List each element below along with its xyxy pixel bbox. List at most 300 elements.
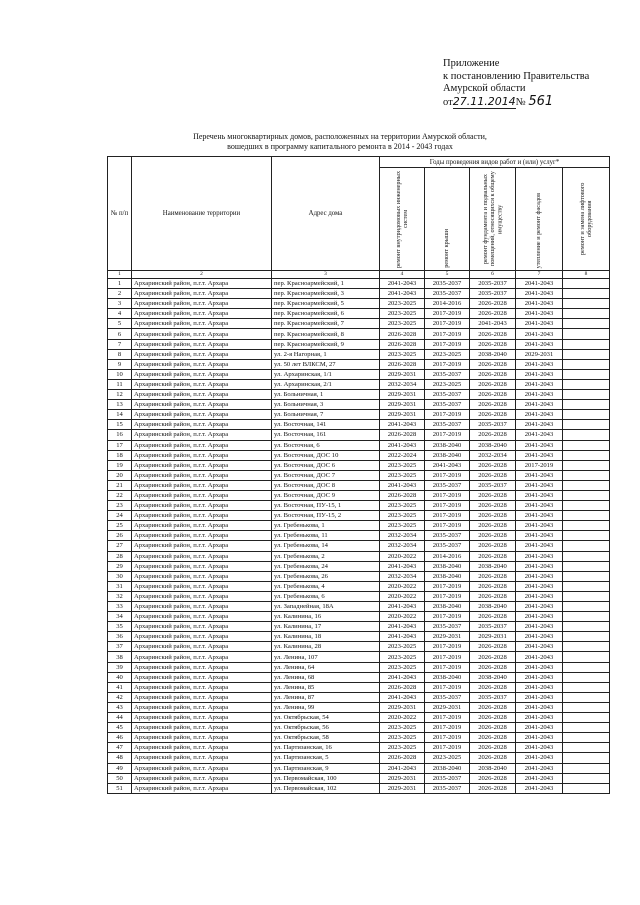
territory-cell: Архаринский район, п.г.т. Архара xyxy=(132,501,272,511)
address-cell: ул. Гребенькова, 1 xyxy=(272,521,380,531)
years-facade: 2041-2043 xyxy=(516,309,563,319)
row-number: 36 xyxy=(108,632,132,642)
years-facade: 2041-2043 xyxy=(516,753,563,763)
years-engineering-systems: 2023-2025 xyxy=(380,299,425,309)
address-cell: ул. Восточная, 6 xyxy=(272,440,380,450)
years-foundation: 2035-2037 xyxy=(470,692,516,702)
address-cell: ул. Восточная, ДОС 6 xyxy=(272,460,380,470)
years-elevator xyxy=(563,682,610,692)
years-engineering-systems: 2023-2025 xyxy=(380,642,425,652)
years-facade: 2041-2043 xyxy=(516,783,563,793)
territory-cell: Архаринский район, п.г.т. Архара xyxy=(132,430,272,440)
years-roof: 2035-2037 xyxy=(425,541,470,551)
years-engineering-systems: 2020-2022 xyxy=(380,591,425,601)
territory-cell: Архаринский район, п.г.т. Архара xyxy=(132,299,272,309)
years-roof: 2035-2037 xyxy=(425,692,470,702)
years-facade: 2041-2043 xyxy=(516,329,563,339)
years-elevator xyxy=(563,702,610,712)
years-foundation: 2038-2040 xyxy=(470,602,516,612)
years-foundation: 2032-2034 xyxy=(470,450,516,460)
years-elevator xyxy=(563,289,610,299)
address-cell: ул. Восточная, ДОС 10 xyxy=(272,450,380,460)
col-index: 1 xyxy=(108,271,132,279)
years-roof: 2017-2019 xyxy=(425,339,470,349)
years-foundation: 2026-2028 xyxy=(470,390,516,400)
years-roof: 2035-2037 xyxy=(425,420,470,430)
years-foundation: 2026-2028 xyxy=(470,581,516,591)
row-number: 9 xyxy=(108,359,132,369)
table-row xyxy=(108,702,610,712)
years-engineering-systems: 2041-2043 xyxy=(380,279,425,289)
table-row xyxy=(108,612,610,622)
years-engineering-systems: 2023-2025 xyxy=(380,501,425,511)
address-cell: ул. Гребенькова, 26 xyxy=(272,571,380,581)
years-engineering-systems: 2029-2031 xyxy=(380,369,425,379)
address-cell: ул. 2-я Нагорная, 1 xyxy=(272,349,380,359)
years-elevator xyxy=(563,390,610,400)
address-cell: ул. Ленина, 64 xyxy=(272,662,380,672)
address-cell: ул. Восточная, ДОС 7 xyxy=(272,470,380,480)
years-elevator xyxy=(563,400,610,410)
address-cell: ул. Восточная, ДОС 8 xyxy=(272,480,380,490)
years-foundation: 2026-2028 xyxy=(470,470,516,480)
years-roof: 2017-2019 xyxy=(425,490,470,500)
table-row xyxy=(108,521,610,531)
years-foundation: 2026-2028 xyxy=(470,309,516,319)
table-row xyxy=(108,662,610,672)
years-foundation: 2026-2028 xyxy=(470,702,516,712)
years-roof: 2014-2016 xyxy=(425,551,470,561)
address-cell: ул. Больничная, 1 xyxy=(272,390,380,400)
document-title xyxy=(120,132,560,152)
table-row xyxy=(108,480,610,490)
years-engineering-systems: 2041-2043 xyxy=(380,763,425,773)
col-index: 7 xyxy=(516,271,563,279)
address-cell: ул. Архаринская, 1/1 xyxy=(272,369,380,379)
header-work-elevator: ремонт и замена лифтового оборудования xyxy=(563,168,610,271)
years-foundation: 2026-2028 xyxy=(470,723,516,733)
years-elevator xyxy=(563,521,610,531)
years-engineering-systems: 2041-2043 xyxy=(380,692,425,702)
address-cell: ул. Восточная, 141 xyxy=(272,420,380,430)
years-facade: 2041-2043 xyxy=(516,440,563,450)
row-number: 25 xyxy=(108,521,132,531)
years-engineering-systems: 2020-2022 xyxy=(380,551,425,561)
years-elevator xyxy=(563,339,610,349)
years-foundation: 2026-2028 xyxy=(470,521,516,531)
row-number: 6 xyxy=(108,329,132,339)
years-facade: 2041-2043 xyxy=(516,521,563,531)
years-foundation: 2026-2028 xyxy=(470,339,516,349)
years-roof: 2038-2040 xyxy=(425,672,470,682)
table-row xyxy=(108,511,610,521)
table-row xyxy=(108,632,610,642)
years-engineering-systems: 2023-2025 xyxy=(380,723,425,733)
territory-cell: Архаринский район, п.г.т. Архара xyxy=(132,652,272,662)
years-roof: 2017-2019 xyxy=(425,612,470,622)
territory-cell: Архаринский район, п.г.т. Архара xyxy=(132,440,272,450)
years-foundation: 2038-2040 xyxy=(470,763,516,773)
table-row xyxy=(108,309,610,319)
years-facade: 2041-2043 xyxy=(516,279,563,289)
years-facade: 2029-2031 xyxy=(516,349,563,359)
address-cell: пер. Красноармейский, 7 xyxy=(272,319,380,329)
title-line-2: вошедших в программу капитального ремонта в 2014 - 2043 годах xyxy=(227,142,453,151)
row-number: 49 xyxy=(108,763,132,773)
territory-cell: Архаринский район, п.г.т. Архара xyxy=(132,279,272,289)
years-foundation: 2026-2028 xyxy=(470,642,516,652)
table-row xyxy=(108,339,610,349)
territory-cell: Архаринский район, п.г.т. Архара xyxy=(132,783,272,793)
territory-cell: Архаринский район, п.г.т. Архара xyxy=(132,450,272,460)
row-number: 33 xyxy=(108,602,132,612)
address-cell: ул. Западнейная, 18А xyxy=(272,602,380,612)
years-engineering-systems: 2023-2025 xyxy=(380,521,425,531)
address-cell: ул. Ленина, 85 xyxy=(272,682,380,692)
years-facade: 2041-2043 xyxy=(516,531,563,541)
years-facade: 2041-2043 xyxy=(516,581,563,591)
table-row xyxy=(108,713,610,723)
years-foundation: 2026-2028 xyxy=(470,541,516,551)
row-number: 44 xyxy=(108,713,132,723)
row-number: 12 xyxy=(108,390,132,400)
row-number: 16 xyxy=(108,430,132,440)
years-roof: 2041-2043 xyxy=(425,460,470,470)
years-elevator xyxy=(563,430,610,440)
years-facade: 2041-2043 xyxy=(516,470,563,480)
territory-cell: Архаринский район, п.г.т. Архара xyxy=(132,309,272,319)
years-elevator xyxy=(563,359,610,369)
years-facade: 2041-2043 xyxy=(516,692,563,702)
territory-cell: Архаринский район, п.г.т. Архара xyxy=(132,359,272,369)
table-row xyxy=(108,420,610,430)
table-row xyxy=(108,773,610,783)
table-row xyxy=(108,329,610,339)
row-number: 21 xyxy=(108,480,132,490)
years-roof: 2035-2037 xyxy=(425,400,470,410)
territory-cell: Архаринский район, п.г.т. Архара xyxy=(132,410,272,420)
years-elevator xyxy=(563,470,610,480)
territory-cell: Архаринский район, п.г.т. Архара xyxy=(132,480,272,490)
table-row xyxy=(108,470,610,480)
territory-cell: Архаринский район, п.г.т. Архара xyxy=(132,551,272,561)
territory-cell: Архаринский район, п.г.т. Архара xyxy=(132,632,272,642)
table-row xyxy=(108,551,610,561)
header-territory: Наименование территории xyxy=(132,157,272,271)
years-elevator xyxy=(563,299,610,309)
address-cell: ул. Партизанская, 5 xyxy=(272,753,380,763)
years-elevator xyxy=(563,531,610,541)
years-roof: 2038-2040 xyxy=(425,440,470,450)
table-row xyxy=(108,279,610,289)
territory-cell: Архаринский район, п.г.т. Архара xyxy=(132,531,272,541)
years-facade: 2041-2043 xyxy=(516,733,563,743)
years-elevator xyxy=(563,420,610,430)
years-elevator xyxy=(563,319,610,329)
row-number: 1 xyxy=(108,279,132,289)
col-index: 8 xyxy=(563,271,610,279)
col-index: 2 xyxy=(132,271,272,279)
table-row xyxy=(108,672,610,682)
years-roof: 2017-2019 xyxy=(425,309,470,319)
territory-cell: Архаринский район, п.г.т. Архара xyxy=(132,702,272,712)
years-facade: 2041-2043 xyxy=(516,612,563,622)
table-row xyxy=(108,733,610,743)
years-facade: 2041-2043 xyxy=(516,551,563,561)
table-row xyxy=(108,723,610,733)
row-number: 40 xyxy=(108,672,132,682)
years-engineering-systems: 2023-2025 xyxy=(380,349,425,359)
territory-cell: Архаринский район, п.г.т. Архара xyxy=(132,329,272,339)
years-elevator xyxy=(563,480,610,490)
table-row xyxy=(108,349,610,359)
row-number: 2 xyxy=(108,289,132,299)
row-number: 37 xyxy=(108,642,132,652)
years-engineering-systems: 2041-2043 xyxy=(380,480,425,490)
table-row xyxy=(108,390,610,400)
row-number: 34 xyxy=(108,612,132,622)
years-foundation: 2026-2028 xyxy=(470,430,516,440)
table-row xyxy=(108,289,610,299)
table-row xyxy=(108,743,610,753)
column-index-row xyxy=(108,271,610,279)
years-facade: 2017-2019 xyxy=(516,460,563,470)
years-engineering-systems: 2029-2031 xyxy=(380,702,425,712)
address-cell: ул. Ленина, 99 xyxy=(272,702,380,712)
years-foundation: 2026-2028 xyxy=(470,329,516,339)
territory-cell: Архаринский район, п.г.т. Архара xyxy=(132,743,272,753)
table-row xyxy=(108,501,610,511)
row-number: 43 xyxy=(108,702,132,712)
address-cell: ул. Октябрьская, 54 xyxy=(272,713,380,723)
appendix-line-3: Амурской области xyxy=(443,83,526,95)
years-foundation: 2026-2028 xyxy=(470,612,516,622)
years-engineering-systems: 2041-2043 xyxy=(380,622,425,632)
col-index: 5 xyxy=(425,271,470,279)
handwritten-date: 27.11.2014 xyxy=(452,94,516,108)
row-number: 31 xyxy=(108,581,132,591)
years-elevator xyxy=(563,652,610,662)
years-roof: 2017-2019 xyxy=(425,521,470,531)
years-engineering-systems: 2026-2028 xyxy=(380,430,425,440)
years-roof: 2017-2019 xyxy=(425,652,470,662)
years-facade: 2041-2043 xyxy=(516,571,563,581)
years-foundation: 2026-2028 xyxy=(470,783,516,793)
territory-cell: Архаринский район, п.г.т. Архара xyxy=(132,581,272,591)
years-engineering-systems: 2023-2025 xyxy=(380,309,425,319)
years-engineering-systems: 2032-2034 xyxy=(380,379,425,389)
years-facade: 2041-2043 xyxy=(516,501,563,511)
years-foundation: 2026-2028 xyxy=(470,410,516,420)
years-facade: 2041-2043 xyxy=(516,430,563,440)
years-facade: 2041-2043 xyxy=(516,561,563,571)
territory-cell: Архаринский район, п.г.т. Архара xyxy=(132,490,272,500)
col-index: 4 xyxy=(380,271,425,279)
years-engineering-systems: 2020-2022 xyxy=(380,581,425,591)
appendix-line-1: Приложение xyxy=(443,58,500,69)
address-cell: ул. Гребенькова, 14 xyxy=(272,541,380,551)
years-foundation: 2026-2028 xyxy=(470,299,516,309)
years-elevator xyxy=(563,309,610,319)
table-row xyxy=(108,763,610,773)
territory-cell: Архаринский район, п.г.т. Архара xyxy=(132,682,272,692)
years-elevator xyxy=(563,349,610,359)
table-body xyxy=(108,279,610,794)
table-row xyxy=(108,602,610,612)
years-facade: 2041-2043 xyxy=(516,450,563,460)
years-facade: 2041-2043 xyxy=(516,662,563,672)
years-roof: 2017-2019 xyxy=(425,591,470,601)
years-elevator xyxy=(563,591,610,601)
years-roof: 2035-2037 xyxy=(425,289,470,299)
col-index: 6 xyxy=(470,271,516,279)
years-roof: 2038-2040 xyxy=(425,450,470,460)
territory-cell: Архаринский район, п.г.т. Архара xyxy=(132,561,272,571)
years-engineering-systems: 2026-2028 xyxy=(380,682,425,692)
years-facade: 2041-2043 xyxy=(516,763,563,773)
table-row xyxy=(108,379,610,389)
row-number: 23 xyxy=(108,501,132,511)
row-number: 38 xyxy=(108,652,132,662)
row-number: 46 xyxy=(108,733,132,743)
years-foundation: 2026-2028 xyxy=(470,551,516,561)
header-years-group: Годы проведения видов работ и (или) услуг* xyxy=(380,157,610,168)
address-cell: ул. Калинина, 28 xyxy=(272,642,380,652)
years-roof: 2038-2040 xyxy=(425,561,470,571)
years-engineering-systems: 2041-2043 xyxy=(380,602,425,612)
years-elevator xyxy=(563,733,610,743)
years-engineering-systems: 2029-2031 xyxy=(380,783,425,793)
territory-cell: Архаринский район, п.г.т. Архара xyxy=(132,571,272,581)
address-cell: пер. Красноармейский, 9 xyxy=(272,339,380,349)
years-roof: 2017-2019 xyxy=(425,713,470,723)
years-engineering-systems: 2023-2025 xyxy=(380,733,425,743)
header-work-roof: ремонт крыши xyxy=(425,168,470,271)
row-number: 20 xyxy=(108,470,132,480)
years-facade: 2041-2043 xyxy=(516,359,563,369)
table-row xyxy=(108,450,610,460)
years-engineering-systems: 2041-2043 xyxy=(380,420,425,430)
years-foundation: 2038-2040 xyxy=(470,672,516,682)
years-facade: 2041-2043 xyxy=(516,319,563,329)
handwritten-number: 561 xyxy=(528,93,554,109)
years-roof: 2029-2031 xyxy=(425,702,470,712)
years-elevator xyxy=(563,329,610,339)
address-cell: пер. Красноармейский, 3 xyxy=(272,289,380,299)
territory-cell: Архаринский район, п.г.т. Архара xyxy=(132,713,272,723)
years-roof: 2017-2019 xyxy=(425,733,470,743)
header-work-engineering-systems: ремонт внутридомовых инженерных систем xyxy=(380,168,425,271)
table-row xyxy=(108,430,610,440)
years-facade: 2041-2043 xyxy=(516,541,563,551)
table-row xyxy=(108,753,610,763)
years-foundation: 2026-2028 xyxy=(470,531,516,541)
table-row xyxy=(108,410,610,420)
years-elevator xyxy=(563,612,610,622)
territory-cell: Архаринский район, п.г.т. Архара xyxy=(132,612,272,622)
years-elevator xyxy=(563,622,610,632)
years-foundation: 2026-2028 xyxy=(470,733,516,743)
row-number: 14 xyxy=(108,410,132,420)
years-roof: 2017-2019 xyxy=(425,662,470,672)
years-foundation: 2041-2043 xyxy=(470,319,516,329)
years-facade: 2041-2043 xyxy=(516,642,563,652)
address-cell: ул. Восточная, ПУ-15, 2 xyxy=(272,511,380,521)
territory-cell: Архаринский район, п.г.т. Архара xyxy=(132,763,272,773)
years-foundation: 2035-2037 xyxy=(470,289,516,299)
years-elevator xyxy=(563,450,610,460)
years-roof: 2035-2037 xyxy=(425,783,470,793)
table-row xyxy=(108,682,610,692)
address-cell: ул. 50 лет ВЛКСМ, 27 xyxy=(272,359,380,369)
header-address: Адрес дома xyxy=(272,157,380,271)
territory-cell: Архаринский район, п.г.т. Архара xyxy=(132,390,272,400)
years-engineering-systems: 2041-2043 xyxy=(380,289,425,299)
years-roof: 2023-2025 xyxy=(425,379,470,389)
row-number: 3 xyxy=(108,299,132,309)
address-cell: ул. Восточная, ПУ-15, 1 xyxy=(272,501,380,511)
years-roof: 2023-2025 xyxy=(425,349,470,359)
years-elevator xyxy=(563,602,610,612)
years-foundation: 2038-2040 xyxy=(470,561,516,571)
years-foundation: 2026-2028 xyxy=(470,359,516,369)
territory-cell: Архаринский район, п.г.т. Архара xyxy=(132,642,272,652)
address-cell: ул. Первомайская, 102 xyxy=(272,783,380,793)
years-engineering-systems: 2023-2025 xyxy=(380,652,425,662)
col-index: 3 xyxy=(272,271,380,279)
years-engineering-systems: 2020-2022 xyxy=(380,612,425,622)
years-elevator xyxy=(563,743,610,753)
address-cell: ул. Калинина, 18 xyxy=(272,632,380,642)
years-elevator xyxy=(563,541,610,551)
date-prefix: от xyxy=(443,96,453,108)
address-cell: ул. Ленина, 68 xyxy=(272,672,380,682)
row-number: 10 xyxy=(108,369,132,379)
years-foundation: 2026-2028 xyxy=(470,773,516,783)
address-cell: ул. Калинина, 17 xyxy=(272,622,380,632)
years-foundation: 2026-2028 xyxy=(470,713,516,723)
years-facade: 2041-2043 xyxy=(516,672,563,682)
territory-cell: Архаринский район, п.г.т. Архара xyxy=(132,602,272,612)
table-row xyxy=(108,642,610,652)
years-engineering-systems: 2029-2031 xyxy=(380,410,425,420)
address-cell: ул. Октябрьская, 58 xyxy=(272,733,380,743)
years-elevator xyxy=(563,642,610,652)
years-elevator xyxy=(563,783,610,793)
address-cell: пер. Красноармейский, 8 xyxy=(272,329,380,339)
row-number: 28 xyxy=(108,551,132,561)
address-cell: ул. Больничная, 7 xyxy=(272,410,380,420)
territory-cell: Архаринский район, п.г.т. Архара xyxy=(132,369,272,379)
years-roof: 2017-2019 xyxy=(425,319,470,329)
years-roof: 2035-2037 xyxy=(425,773,470,783)
territory-cell: Архаринский район, п.г.т. Архара xyxy=(132,723,272,733)
row-number: 8 xyxy=(108,349,132,359)
address-cell: ул. Калинина, 16 xyxy=(272,612,380,622)
territory-cell: Архаринский район, п.г.т. Архара xyxy=(132,521,272,531)
years-roof: 2017-2019 xyxy=(425,511,470,521)
years-roof: 2017-2019 xyxy=(425,329,470,339)
table-row xyxy=(108,571,610,581)
years-roof: 2017-2019 xyxy=(425,682,470,692)
address-cell: ул. Партизанская, 16 xyxy=(272,743,380,753)
years-elevator xyxy=(563,753,610,763)
years-elevator xyxy=(563,410,610,420)
years-roof: 2035-2037 xyxy=(425,279,470,289)
table-row xyxy=(108,299,610,309)
years-engineering-systems: 2023-2025 xyxy=(380,470,425,480)
row-number: 7 xyxy=(108,339,132,349)
